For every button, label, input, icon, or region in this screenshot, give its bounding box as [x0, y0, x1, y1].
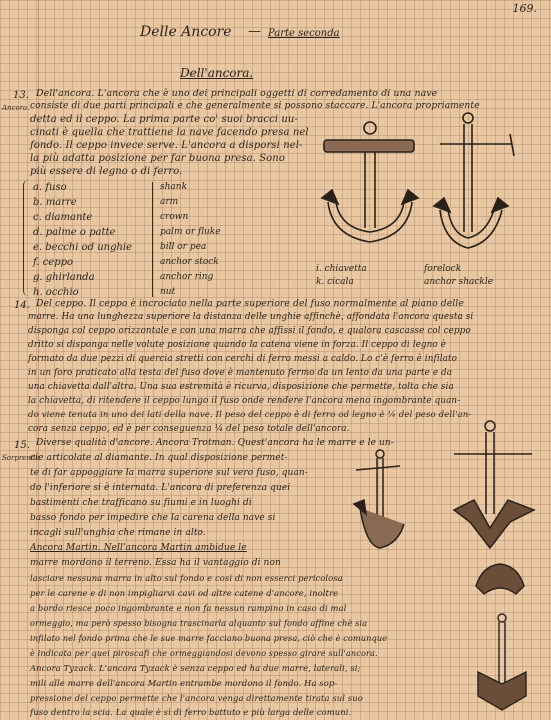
text-line: in un foro praticato alla testa del fuso dove è mantenuto fermo da un lento da una parte e da: [28, 368, 453, 378]
anchor-detail-drawing: [470, 556, 530, 602]
part-it: f. ceppo: [33, 257, 74, 268]
text-line: è indicata per quei piroscafi che ormeggiandosi devono spesso girare sull'ancora.: [30, 648, 378, 658]
text-line: Ancora Tyzack. L'ancora Tyzack è senza ceppo ed ha due marre, laterali, si;: [30, 663, 361, 673]
page-header-subtitle: Parte seconda: [268, 28, 340, 39]
text-line: cinati è quella che trattiene la nave facendo presa nel: [30, 127, 309, 138]
text-line: formato da due pezzi di quercia stretti con cerchi di ferro messi a caldo. Lo c'è ferro è infilato: [28, 354, 458, 364]
text-line: te di far appoggiare la marra superiore sul vero fuso, quan-: [30, 468, 308, 478]
side-note-13: Ancora.: [2, 104, 30, 112]
text-line: pressione del ceppo permette che l'ancora venga direttamente tirata sul suo: [30, 693, 363, 703]
page-header-title: Delle Ancore: [140, 24, 232, 40]
part-it: e. becchi od unghie: [33, 242, 133, 253]
part-en: bill or pea: [160, 242, 207, 252]
text-line: per le carene e di non impigliarvi cavi od altre catene d'ancore, inoltre: [30, 588, 339, 598]
stocked-anchor-drawing: [318, 118, 422, 258]
text-line: più essere di legno o di ferro.: [30, 166, 183, 177]
figure-label-it: k. cicala: [316, 277, 354, 287]
iron-stock-anchor-drawing: [432, 100, 536, 260]
side-note-15: Sorprende: [2, 454, 40, 462]
section-title: Dell'ancora.: [180, 66, 254, 80]
text-line: disponga col ceppo orizzontale e con una marra che affissi il fondo, e qualora cascasse col ceppo: [28, 326, 471, 336]
section-number-15: 15.: [14, 440, 30, 451]
part-en: anchor stock: [160, 257, 219, 267]
figure-label-en: anchor shackle: [424, 277, 494, 287]
text-line: Dell'ancora. L'ancora che è uno dei principali oggetti di corredamento di una nave: [36, 88, 438, 99]
text-line: dritto si disponga nelle volute posizione quando la catena viene in forza. Il ceppo di legno è: [28, 340, 447, 350]
figure-label-it: i. chiavetta: [316, 264, 367, 274]
part-en: arm: [160, 197, 179, 207]
part-en: shank: [160, 182, 188, 192]
page-number: 169.: [512, 2, 537, 15]
text-line: fuso dentro la scia. La quale è sì di ferro battuto e più larga delle comuni.: [30, 707, 352, 717]
trotman-anchor-drawing: [350, 448, 410, 558]
text-line: lasciare nessuna marra in alto sul fondo e così di non esserci pericolosa: [30, 573, 343, 583]
part-it: d. palme o patte: [33, 227, 116, 238]
text-line: detta ed il ceppo. La prima parte co' suoi bracci uu-: [30, 114, 298, 125]
martin-anchor-drawing: [444, 418, 544, 558]
part-en: anchor ring: [160, 272, 214, 282]
section-number-13: 13.: [13, 90, 29, 101]
text-line: ormeggio, ma però spesso bisogna trascinarla alquanto sul fondo affine chè sia: [30, 618, 368, 628]
part-en: nut: [160, 287, 176, 297]
text-line: cora senza ceppo, ed è per conseguenza ¼ del peso totale dell'ancora.: [28, 424, 350, 434]
figure-label-en: forelock: [424, 264, 462, 274]
part-it: b. marre: [33, 197, 77, 208]
part-it: h. occhio: [33, 287, 79, 298]
text-line: Del ceppo. Il ceppo è incrociato nella parte superiore del fuso normalmente al piano delle: [36, 298, 464, 309]
text-line: una chiavetta dall'altra. Una sua estremità è ricurva, disposizione che permette, tolta che sia: [28, 382, 454, 392]
text-line: la più adatta posizione per far buona presa. Sono: [30, 153, 285, 164]
header-dash: —: [248, 24, 261, 39]
text-line: infilato nel fondo prima che le sue marre facciano buona presa, ciò che è comunque: [30, 633, 388, 643]
text-line: cie articolate al diamante. In qual disposizione permet-: [30, 453, 288, 463]
text-line: do l'inferiore si è internata. L'ancora di preferenza quei: [30, 483, 291, 493]
part-it: c. diamante: [33, 212, 93, 223]
text-line: la chiavetta, di ritendere il ceppo lungo il fuso onde rendere l'ancora meno ingombrante quan-: [28, 396, 461, 406]
part-it: g. ghirlanda: [33, 272, 95, 283]
text-line: basso fondo per impedire che la carena della nave si: [30, 513, 276, 523]
tyzack-anchor-drawing: [468, 612, 538, 716]
list-brace: [23, 180, 28, 296]
part-en: crown: [160, 212, 189, 222]
text-line: consiste di due parti principali e che generalmente si possono staccare. L'ancora propriamente: [30, 101, 480, 111]
text-line: fondo. Il ceppo invece serve. L'ancora a disporsi nel-: [30, 140, 303, 151]
text-line: marre. Ha una lunghezza superiore la distanza delle unghie affinchè, affondata l'ancora questa si: [28, 312, 474, 322]
text-line: marre mordono il terreno. Essa ha il vantaggio di non: [30, 558, 281, 568]
text-line: incagli sull'unghia che rimane in alto.: [30, 528, 206, 538]
text-line: Diverse qualità d'ancore. Ancora Trotman. Quest'ancora ha le marre e le un-: [36, 438, 394, 448]
section-number-14: 14.: [14, 300, 30, 311]
text-line: a bordo riesce poco ingombrante e non fa nessun rampino in caso di mal: [30, 603, 347, 613]
part-it: a. fuso: [33, 182, 67, 193]
text-line: bastimenti che trafficano su fiumi e in luoghi di: [30, 498, 252, 508]
text-line: mili alle marre dell'ancora Martin entrambe mordono il fondo. Ha sop-: [30, 678, 338, 688]
text-line: Ancora Martin. Nell'ancora Martin ambidue le: [30, 543, 247, 553]
list-divider: [152, 182, 153, 297]
text-line: do viene tenuta in uno dei lati della nave. Il peso del ceppo è di ferro od legno è ¼ del peso dell'an-: [28, 410, 472, 420]
part-en: palm or fluke: [160, 227, 221, 237]
